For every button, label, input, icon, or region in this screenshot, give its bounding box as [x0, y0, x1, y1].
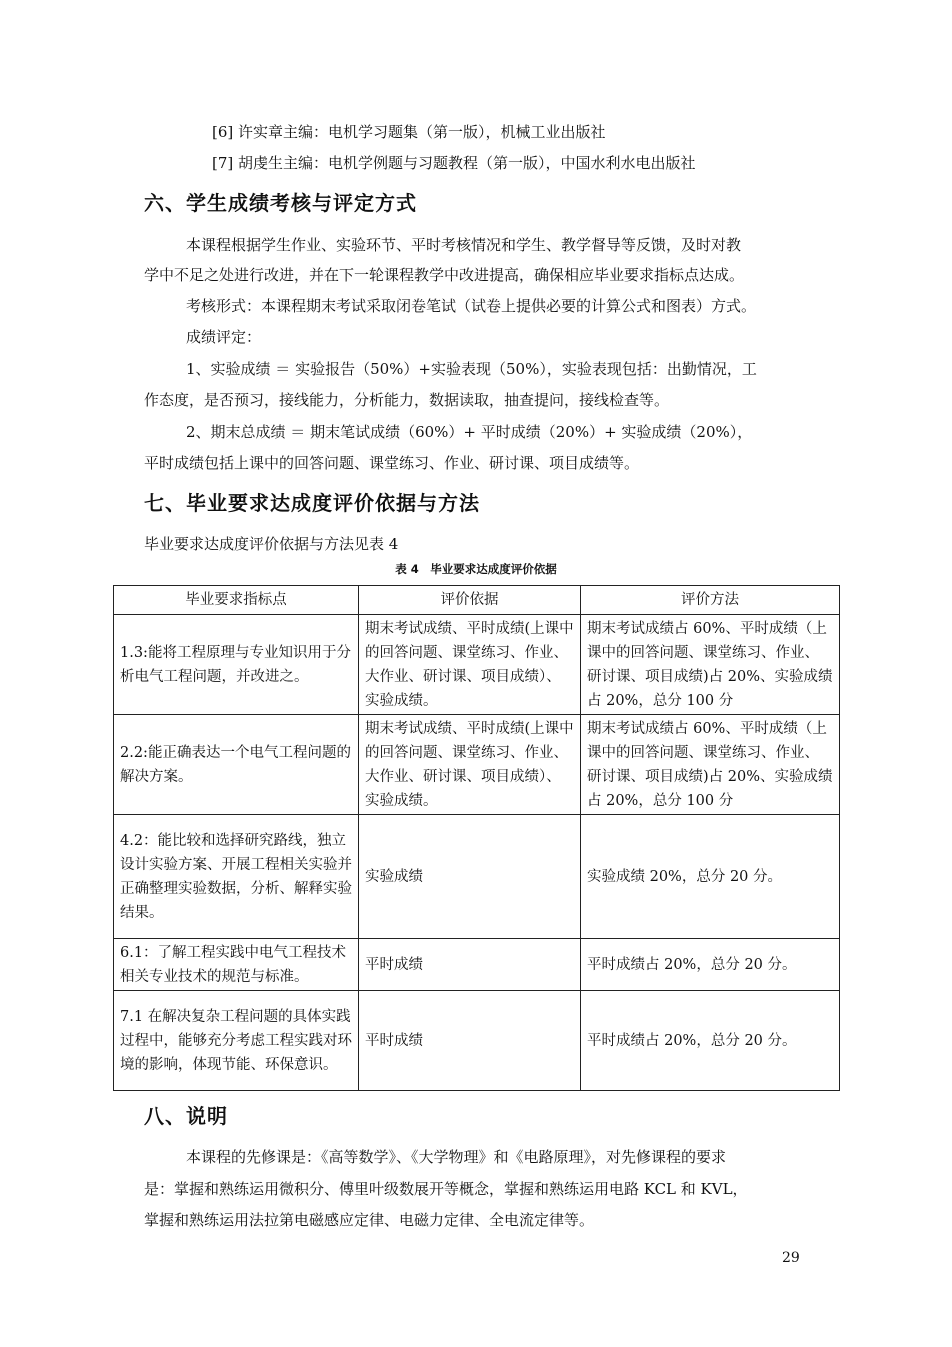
- table-cell: 平时成绩占 20%，总分 20 分。: [581, 939, 840, 991]
- table-cell: 期末考试成绩、平时成绩(上课中的回答问题、课堂练习、作业、大作业、研讨课、项目成绩）、实验成绩。: [359, 615, 581, 715]
- table-cell: 期末考试成绩占 60%、平时成绩（上课中的回答问题、课堂练习、作业、研讨课、项目成绩)占 20%、实验成绩占 20%，总分 100 分: [581, 615, 840, 715]
- table-row: [114, 715, 840, 815]
- paragraph-line: 作态度，是否预习，接线能力，分析能力，数据读取，抽查提问，接线检查等。: [144, 391, 670, 409]
- table-cell: 平时成绩: [359, 939, 581, 991]
- reference-item: [6] 许实章主编：电机学习题集（第一版），机械工业出版社: [212, 123, 606, 141]
- paragraph-line: 掌握和熟练运用法拉第电磁感应定律、电磁力定律、全电流定律等。: [144, 1211, 595, 1229]
- table-row: [114, 991, 840, 1091]
- table-header-cell: 毕业要求指标点: [114, 586, 359, 615]
- table-row: [114, 939, 840, 991]
- table-caption: 表 4 毕业要求达成度评价依据: [395, 562, 557, 576]
- evaluation-table: [113, 585, 840, 1091]
- paragraph-line: 学中不足之处进行改进，并在下一轮课程教学中改进提高，确保相应毕业要求指标点达成。: [144, 266, 745, 284]
- paragraph-line: 成绩评定：: [186, 328, 262, 346]
- table-cell: 期末考试成绩占 60%、平时成绩（上课中的回答问题、课堂练习、作业、研讨课、项目成绩)占 20%、实验成绩占 20%，总分 100 分: [581, 715, 840, 815]
- section-heading: 八、说明: [144, 1104, 228, 1128]
- table-cell: 6.1：了解工程实践中电气工程技术相关专业技术的规范与标准。: [114, 939, 359, 991]
- table-cell: 7.1 在解决复杂工程问题的具体实践过程中，能够充分考虑工程实践对环境的影响，体现节能、环保意识。: [114, 991, 359, 1091]
- table-header-row: [114, 586, 840, 615]
- paragraph-line: 本课程的先修课是：《高等数学》、《大学物理》和《电路原理》，对先修课程的要求: [186, 1148, 727, 1166]
- table-cell: 平时成绩: [359, 991, 581, 1091]
- table-row: [114, 615, 840, 715]
- table-header-cell: 评价依据: [359, 586, 581, 615]
- reference-item: [7] 胡虔生主编：电机学例题与习题教程（第一版），中国水利水电出版社: [212, 154, 696, 172]
- table-row: [114, 815, 840, 939]
- table-cell: 2.2:能正确表达一个电气工程问题的解决方案。: [114, 715, 359, 815]
- section-heading: 七、毕业要求达成度评价依据与方法: [144, 491, 480, 515]
- paragraph-line: 本课程根据学生作业、实验环节、平时考核情况和学生、教学督导等反馈，及时对教: [186, 236, 742, 254]
- table-cell: 实验成绩 20%，总分 20 分。: [581, 815, 840, 939]
- paragraph-line: 考核形式：本课程期末考试采取闭卷笔试（试卷上提供必要的计算公式和图表）方式。: [186, 297, 757, 315]
- paragraph-line: 2、期末总成绩 ＝ 期末笔试成绩（60%）+ 平时成绩（20%）+ 实验成绩（20%），: [186, 423, 753, 441]
- page-number: 29: [782, 1250, 800, 1266]
- paragraph-line: 是：掌握和熟练运用微积分、傅里叶级数展开等概念，掌握和熟练运用电路 KCL 和 KVL，: [144, 1180, 748, 1198]
- table-cell: 实验成绩: [359, 815, 581, 939]
- table-cell: 1.3:能将工程原理与专业知识用于分析电气工程问题，并改进之。: [114, 615, 359, 715]
- table-cell: 期末考试成绩、平时成绩(上课中的回答问题、课堂练习、作业、大作业、研讨课、项目成绩）、实验成绩。: [359, 715, 581, 815]
- table-header-cell: 评价方法: [581, 586, 840, 615]
- paragraph-line: 毕业要求达成度评价依据与方法见表 4: [144, 535, 399, 553]
- section-heading: 六、学生成绩考核与评定方式: [144, 191, 417, 215]
- paragraph-line: 1、实验成绩 ＝ 实验报告（50%）+实验表现（50%），实验表现包括：出勤情况，工: [186, 360, 757, 378]
- table-cell: 4.2：能比较和选择研究路线，独立设计实验方案、开展工程相关实验并正确整理实验数据，分析、解释实验结果。: [114, 815, 359, 939]
- paragraph-line: 平时成绩包括上课中的回答问题、课堂练习、作业、研讨课、项目成绩等。: [144, 454, 640, 472]
- table-cell: 平时成绩占 20%，总分 20 分。: [581, 991, 840, 1091]
